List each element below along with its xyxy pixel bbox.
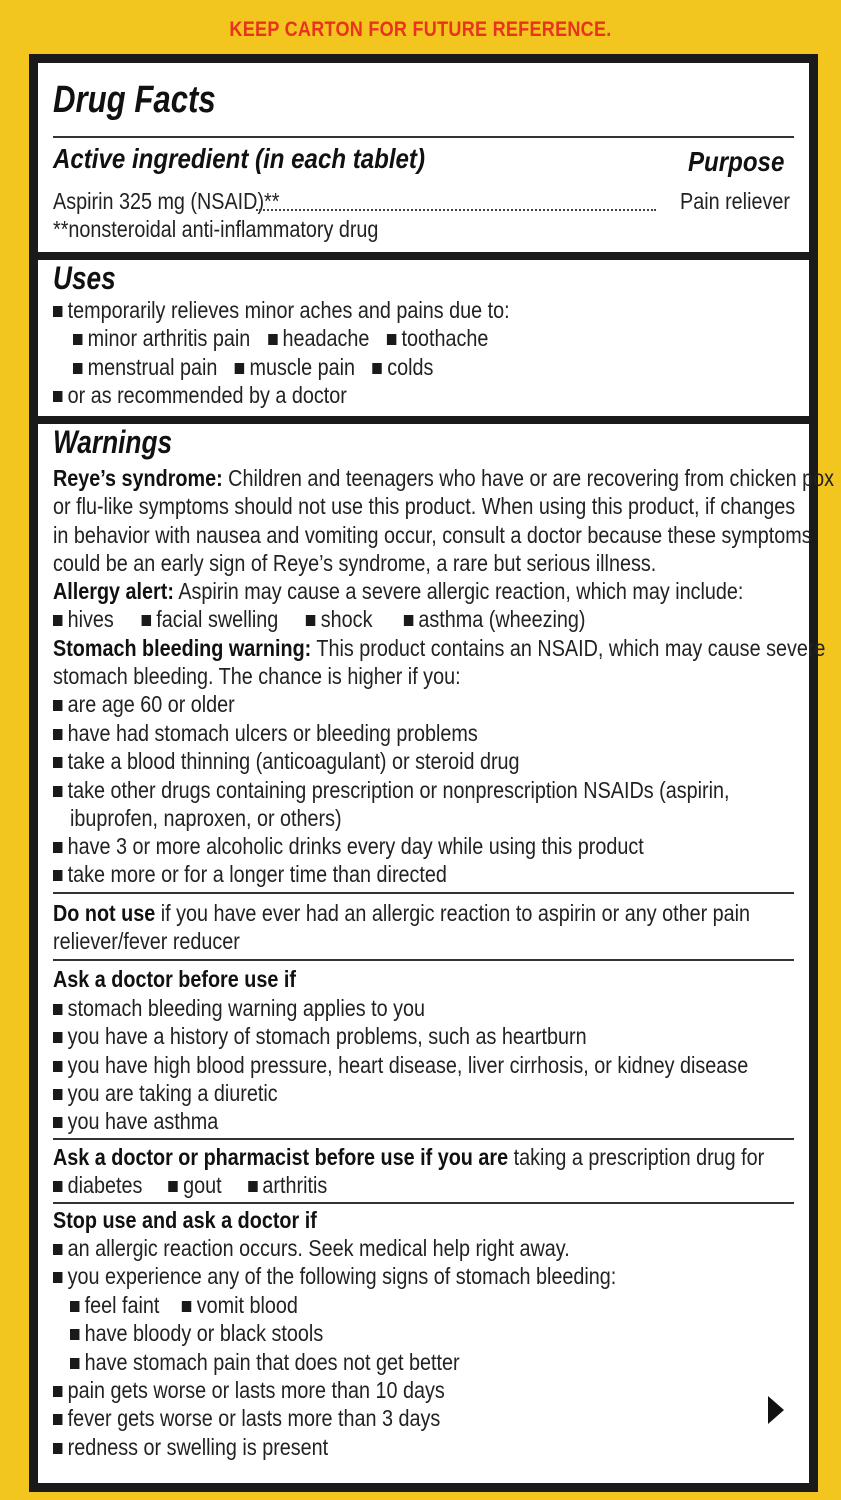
bullet-icon (235, 363, 244, 374)
bullet-icon (53, 1032, 62, 1043)
bullet-icon (53, 1061, 62, 1072)
uses-last: or as recommended by a doctor (53, 381, 347, 409)
bullet-icon (53, 1244, 62, 1255)
bullet-icon (53, 1272, 62, 1283)
reye-line-3: in behavior with nausea and vomiting occur, consult a doctor because these symptoms (53, 522, 812, 548)
ask-doctor-item: you have asthma (53, 1107, 218, 1135)
bullet-icon (73, 334, 82, 345)
drug-facts-title: Drug Facts (53, 79, 216, 121)
continue-arrow-icon (768, 1396, 784, 1424)
bullet-icon (53, 757, 62, 768)
ingredient-leader-dots (256, 209, 656, 211)
stop-use-item: an allergic reaction occurs. Seek medical help right away. (53, 1234, 570, 1262)
title-rule (53, 136, 794, 138)
bullet-icon (73, 363, 82, 374)
bullet-icon (53, 391, 62, 402)
stomach-item-continued: ibuprofen, naproxen, or others) (70, 805, 342, 831)
stop-use-heading: Stop use and ask a doctor if (53, 1207, 317, 1233)
bullet-icon (70, 1358, 79, 1369)
bullet-icon (53, 1117, 62, 1128)
bullet-icon (53, 1443, 62, 1454)
drug-facts-label (29, 54, 835, 1492)
bullet-icon (142, 615, 151, 626)
section-rule (53, 892, 794, 894)
ask-doctor-item: you are taking a diuretic (53, 1079, 278, 1107)
stop-use-item: redness or swelling is present (53, 1433, 328, 1461)
stomach-item: are age 60 or older (53, 690, 235, 718)
bullet-icon (53, 615, 62, 626)
ask-doctor-heading: Ask a doctor before use if (53, 966, 296, 992)
bullet-icon (248, 1181, 257, 1192)
section-rule (53, 959, 794, 961)
reye-line-2: or flu-like symptoms should not use this product. When using this product, if changes (53, 493, 796, 519)
bullet-icon (53, 870, 62, 881)
ingredient-text: Aspirin 325 mg (NSAID)** (53, 188, 280, 214)
uses-heading: Uses (53, 260, 116, 296)
stomach-item: take a blood thinning (anticoagulant) or steroid drug (53, 747, 520, 775)
bullet-icon (268, 334, 277, 345)
carton-banner: KEEP CARTON FOR FUTURE REFERENCE. (229, 18, 612, 41)
stomach-warning-line-1: Stomach bleeding warning: This product contains an NSAID, which may cause severe (53, 635, 826, 661)
section-rule (53, 1202, 794, 1204)
bullet-icon (53, 700, 62, 711)
stop-use-item: fever gets worse or lasts more than 3 days (53, 1404, 440, 1432)
bullet-icon (182, 1301, 191, 1312)
stomach-item: take other drugs containing prescription or nonprescription NSAIDs (aspirin, (53, 776, 729, 804)
bullet-icon (53, 1414, 62, 1425)
bleeding-sign: have bloody or black stools (70, 1319, 323, 1347)
purpose-heading: Purpose (688, 146, 785, 177)
allergy-items: hives facial swelling shock asthma (wheezing) (53, 605, 586, 633)
bullet-icon (53, 306, 62, 317)
bullet-icon (387, 334, 396, 345)
uses-row-2: menstrual pain muscle pain colds (73, 353, 433, 381)
allergy-alert: Allergy alert: Aspirin may cause a severe allergic reaction, which may include: (53, 578, 744, 604)
bleeding-sign: have stomach pain that does not get better (70, 1348, 460, 1376)
reye-line-1: Reye’s syndrome: Children and teenagers who have or are recovering from chicken pox (53, 465, 835, 491)
bullet-icon (53, 842, 62, 853)
uses-intro: temporarily relieves minor aches and pains due to: (53, 296, 510, 324)
bullet-icon (169, 1181, 178, 1192)
bullet-icon (404, 615, 413, 626)
section-rule (53, 1138, 794, 1140)
warnings-heading: Warnings (53, 424, 173, 460)
active-ingredient-panel (38, 63, 809, 252)
ask-pharmacist: Ask a doctor or pharmacist before use if you are taking a prescription drug for (53, 1144, 765, 1170)
bullet-icon (53, 1089, 62, 1100)
bullet-icon (70, 1301, 79, 1312)
stomach-warning-line-2: stomach bleeding. The chance is higher if you: (53, 663, 461, 689)
warnings-panel (38, 424, 835, 1483)
ask-doctor-item: stomach bleeding warning applies to you (53, 994, 425, 1022)
uses-row-1: minor arthritis pain headache toothache (73, 324, 488, 352)
purpose-text: Pain reliever (680, 188, 790, 214)
do-not-use-line-2: reliever/fever reducer (53, 928, 240, 954)
bleeding-signs-row: feel faint vomit blood (70, 1291, 298, 1319)
bullet-icon (70, 1329, 79, 1340)
stomach-item: have 3 or more alcoholic drinks every day while using this product (53, 832, 644, 860)
stomach-item: have had stomach ulcers or bleeding problems (53, 719, 478, 747)
uses-panel (38, 260, 809, 416)
bullet-icon (53, 1181, 62, 1192)
do-not-use-line-1: Do not use if you have ever had an allergic reaction to aspirin or any other pain (53, 900, 751, 926)
bullet-icon (53, 729, 62, 740)
reye-line-4: could be an early sign of Reye’s syndrome, a rare but serious illness. (53, 550, 657, 576)
stop-use-item: pain gets worse or lasts more than 10 days (53, 1376, 445, 1404)
bullet-icon (53, 1386, 62, 1397)
ask-doctor-item: you have high blood pressure, heart disease, liver cirrhosis, or kidney disease (53, 1051, 748, 1079)
bullet-icon (53, 1004, 62, 1015)
bullet-icon (373, 363, 382, 374)
footnote-text: **nonsteroidal anti-inflammatory drug (53, 216, 379, 242)
ask-pharmacist-items: diabetes gout arthritis (53, 1171, 327, 1199)
ask-doctor-item: you have a history of stomach problems, such as heartburn (53, 1022, 587, 1050)
bullet-icon (306, 615, 315, 626)
active-ingredient-heading: Active ingredient (in each tablet) (53, 143, 425, 174)
stomach-item: take more or for a longer time than directed (53, 860, 447, 888)
bullet-icon (53, 786, 62, 797)
stop-use-item: you experience any of the following signs of stomach bleeding: (53, 1262, 616, 1290)
